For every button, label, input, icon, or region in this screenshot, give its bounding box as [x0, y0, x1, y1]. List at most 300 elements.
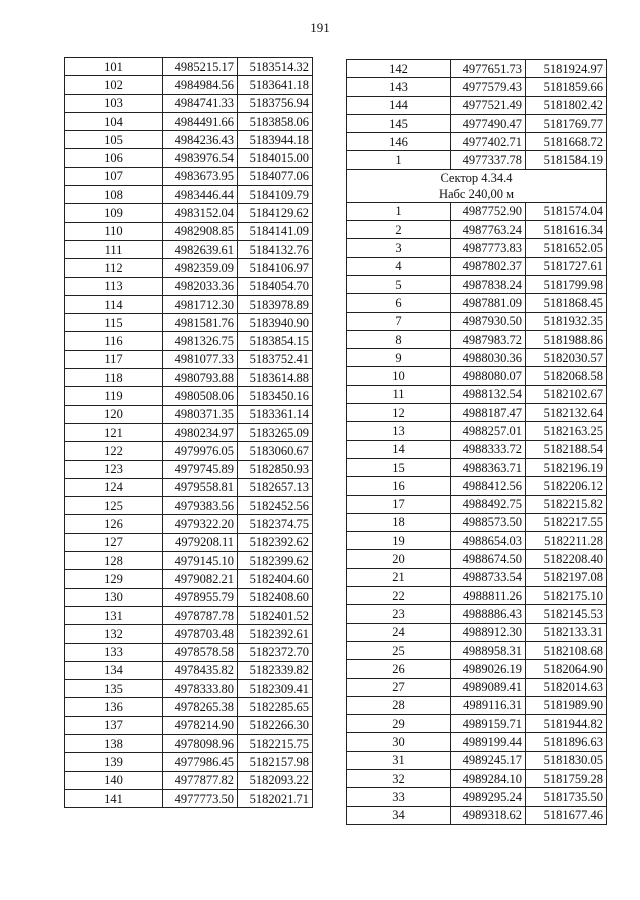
point-number: 28 — [347, 696, 451, 714]
point-number: 1 — [347, 151, 451, 169]
coordinate-y: 5183614.88 — [238, 369, 313, 387]
table-row — [347, 239, 607, 257]
coordinate-y: 5182374.75 — [238, 515, 313, 533]
sector-subtitle: Набс 240,00 м — [438, 186, 515, 201]
table-row — [347, 788, 607, 806]
coordinate-x: 4977402.71 — [451, 133, 526, 151]
coordinate-y: 5182399.62 — [238, 552, 313, 570]
coordinate-y: 5181677.46 — [526, 806, 607, 824]
point-number: 26 — [347, 660, 451, 678]
coordinate-y: 5181924.97 — [526, 60, 607, 78]
table-row — [347, 367, 607, 385]
coordinate-x: 4977490.47 — [451, 114, 526, 132]
coordinates-table-right — [346, 59, 607, 825]
table-row — [65, 442, 313, 460]
table-row — [65, 240, 313, 258]
point-number: 109 — [65, 204, 163, 222]
table-row — [347, 133, 607, 151]
coordinate-y: 5182197.08 — [526, 568, 607, 586]
table-row — [65, 680, 313, 698]
point-number: 145 — [347, 114, 451, 132]
coordinate-x: 4979322.20 — [163, 515, 238, 533]
coordinate-x: 4978098.96 — [163, 734, 238, 752]
point-number: 27 — [347, 678, 451, 696]
table-row — [347, 532, 607, 550]
coordinate-x: 4979745.89 — [163, 460, 238, 478]
table-row — [347, 769, 607, 787]
point-number: 29 — [347, 715, 451, 733]
coordinate-y: 5183514.32 — [238, 58, 313, 76]
coordinate-x: 4977579.43 — [451, 78, 526, 96]
table-row — [347, 605, 607, 623]
point-number: 33 — [347, 788, 451, 806]
coordinate-x: 4977651.73 — [451, 60, 526, 78]
coordinate-x: 4979976.05 — [163, 442, 238, 460]
coordinate-x: 4988363.71 — [451, 458, 526, 476]
coordinate-x: 4981712.30 — [163, 295, 238, 313]
point-number: 107 — [65, 167, 163, 185]
table-row — [65, 295, 313, 313]
coordinate-y: 5181988.86 — [526, 330, 607, 348]
point-number: 135 — [65, 680, 163, 698]
coordinate-x: 4983976.54 — [163, 149, 238, 167]
coordinate-y: 5183361.14 — [238, 405, 313, 423]
coordinate-y: 5182217.55 — [526, 513, 607, 531]
coordinate-y: 5184054.70 — [238, 277, 313, 295]
coordinate-x: 4988333.72 — [451, 440, 526, 458]
coordinate-y: 5184106.97 — [238, 259, 313, 277]
table-row — [347, 151, 607, 169]
coordinate-y: 5182132.64 — [526, 404, 607, 422]
point-number: 114 — [65, 295, 163, 313]
coordinate-y: 5182215.82 — [526, 495, 607, 513]
coordinate-y: 5181944.82 — [526, 715, 607, 733]
coordinate-x: 4989159.71 — [451, 715, 526, 733]
table-row — [65, 588, 313, 606]
coordinate-y: 5182145.53 — [526, 605, 607, 623]
point-number: 117 — [65, 350, 163, 368]
point-number: 2 — [347, 221, 451, 239]
point-number: 103 — [65, 94, 163, 112]
coordinate-x: 4981326.75 — [163, 332, 238, 350]
point-number: 9 — [347, 349, 451, 367]
coordinate-x: 4987983.72 — [451, 330, 526, 348]
coordinate-x: 4977773.50 — [163, 789, 238, 807]
coordinate-x: 4984236.43 — [163, 131, 238, 149]
coordinate-y: 5182657.13 — [238, 478, 313, 496]
coordinate-x: 4979208.11 — [163, 533, 238, 551]
coordinate-x: 4987881.09 — [451, 294, 526, 312]
point-number: 112 — [65, 259, 163, 277]
table-row — [347, 385, 607, 403]
point-number: 126 — [65, 515, 163, 533]
coordinate-x: 4978214.90 — [163, 716, 238, 734]
point-number: 11 — [347, 385, 451, 403]
point-number: 21 — [347, 568, 451, 586]
table-row — [347, 715, 607, 733]
coordinate-y: 5183752.41 — [238, 350, 313, 368]
point-number: 138 — [65, 734, 163, 752]
table-row — [347, 330, 607, 348]
coordinate-y: 5182064.90 — [526, 660, 607, 678]
coordinate-y: 5184141.09 — [238, 222, 313, 240]
coordinate-x: 4978435.82 — [163, 661, 238, 679]
table-row — [347, 678, 607, 696]
table-row — [347, 568, 607, 586]
table-row — [347, 806, 607, 824]
point-number: 137 — [65, 716, 163, 734]
table-row — [65, 533, 313, 551]
table-row — [347, 349, 607, 367]
point-number: 130 — [65, 588, 163, 606]
coordinate-y: 5182408.60 — [238, 588, 313, 606]
coordinate-x: 4982033.36 — [163, 277, 238, 295]
coordinate-y: 5184129.62 — [238, 204, 313, 222]
point-number: 17 — [347, 495, 451, 513]
table-row — [347, 641, 607, 659]
coordinate-y: 5181989.90 — [526, 696, 607, 714]
coordinate-y: 5181802.42 — [526, 96, 607, 114]
table-row — [347, 78, 607, 96]
point-number: 136 — [65, 698, 163, 716]
coordinate-x: 4988257.01 — [451, 422, 526, 440]
coordinate-y: 5181932.35 — [526, 312, 607, 330]
sector-title: Сектор 4.34.4 — [440, 170, 513, 185]
coordinate-y: 5181896.63 — [526, 733, 607, 751]
coordinate-x: 4977337.78 — [451, 151, 526, 169]
point-number: 129 — [65, 570, 163, 588]
table-row — [347, 696, 607, 714]
point-number: 16 — [347, 477, 451, 495]
coordinate-x: 4989026.19 — [451, 660, 526, 678]
table-row — [347, 440, 607, 458]
coordinate-y: 5183854.15 — [238, 332, 313, 350]
coordinate-x: 4981077.33 — [163, 350, 238, 368]
point-number: 23 — [347, 605, 451, 623]
coordinate-x: 4980371.35 — [163, 405, 238, 423]
coordinate-y: 5181859.66 — [526, 78, 607, 96]
point-number: 121 — [65, 423, 163, 441]
table-row — [65, 570, 313, 588]
table-row — [347, 550, 607, 568]
table-row — [347, 458, 607, 476]
coordinate-y: 5182401.52 — [238, 606, 313, 624]
point-number: 132 — [65, 625, 163, 643]
coordinate-x: 4978333.80 — [163, 680, 238, 698]
coordinate-y: 5181769.77 — [526, 114, 607, 132]
coordinate-y: 5183450.16 — [238, 387, 313, 405]
point-number: 12 — [347, 404, 451, 422]
table-row — [347, 221, 607, 239]
coordinate-x: 4988573.50 — [451, 513, 526, 531]
coordinate-x: 4981581.76 — [163, 314, 238, 332]
point-number: 104 — [65, 112, 163, 130]
coordinate-y: 5182392.62 — [238, 533, 313, 551]
point-number: 20 — [347, 550, 451, 568]
point-number: 102 — [65, 76, 163, 94]
coordinate-x: 4983673.95 — [163, 167, 238, 185]
coordinate-y: 5182157.98 — [238, 753, 313, 771]
point-number: 134 — [65, 661, 163, 679]
coordinate-y: 5182102.67 — [526, 385, 607, 403]
table-row — [347, 477, 607, 495]
point-number: 105 — [65, 131, 163, 149]
coordinates-table-left — [64, 57, 313, 808]
page-number: 191 — [310, 20, 330, 35]
coordinate-y: 5182014.63 — [526, 678, 607, 696]
point-number: 125 — [65, 497, 163, 515]
coordinate-y: 5182175.10 — [526, 587, 607, 605]
point-number: 120 — [65, 405, 163, 423]
point-number: 101 — [65, 58, 163, 76]
coordinate-y: 5182211.28 — [526, 532, 607, 550]
coordinate-y: 5183641.18 — [238, 76, 313, 94]
coordinate-y: 5182021.71 — [238, 789, 313, 807]
coordinate-x: 4982908.85 — [163, 222, 238, 240]
table-row — [347, 60, 607, 78]
coordinate-x: 4978703.48 — [163, 625, 238, 643]
coordinate-y: 5181799.98 — [526, 275, 607, 293]
point-number: 111 — [65, 240, 163, 258]
table-row — [65, 753, 313, 771]
point-number: 19 — [347, 532, 451, 550]
coordinate-y: 5181830.05 — [526, 751, 607, 769]
table-row — [65, 94, 313, 112]
coordinate-x: 4988030.36 — [451, 349, 526, 367]
coordinate-x: 4978578.58 — [163, 643, 238, 661]
table-row — [65, 716, 313, 734]
point-number: 7 — [347, 312, 451, 330]
coordinate-x: 4988132.54 — [451, 385, 526, 403]
coordinate-x: 4978955.79 — [163, 588, 238, 606]
point-number: 30 — [347, 733, 451, 751]
point-number: 8 — [347, 330, 451, 348]
table-row — [65, 204, 313, 222]
coordinate-y: 5182188.54 — [526, 440, 607, 458]
sector-header — [347, 169, 607, 202]
table-row — [347, 623, 607, 641]
coordinate-y: 5182372.70 — [238, 643, 313, 661]
point-number: 140 — [65, 771, 163, 789]
coordinate-x: 4989089.41 — [451, 678, 526, 696]
coordinate-x: 4982359.09 — [163, 259, 238, 277]
coordinate-x: 4982639.61 — [163, 240, 238, 258]
point-number: 18 — [347, 513, 451, 531]
table-row — [65, 789, 313, 807]
coordinate-x: 4987763.24 — [451, 221, 526, 239]
table-row — [65, 76, 313, 94]
point-number: 143 — [347, 78, 451, 96]
coordinate-y: 5181652.05 — [526, 239, 607, 257]
coordinate-y: 5184077.06 — [238, 167, 313, 185]
point-number: 131 — [65, 606, 163, 624]
point-number: 25 — [347, 641, 451, 659]
table-row — [65, 387, 313, 405]
table-row — [347, 96, 607, 114]
point-number: 124 — [65, 478, 163, 496]
coordinate-y: 5183756.94 — [238, 94, 313, 112]
table-row — [347, 733, 607, 751]
coordinate-y: 5184109.79 — [238, 186, 313, 204]
coordinate-y: 5182163.25 — [526, 422, 607, 440]
point-number: 123 — [65, 460, 163, 478]
point-number: 127 — [65, 533, 163, 551]
table-row — [65, 332, 313, 350]
table-row — [347, 275, 607, 293]
coordinate-y: 5183978.89 — [238, 295, 313, 313]
point-number: 142 — [347, 60, 451, 78]
table-row — [65, 625, 313, 643]
table-row — [65, 606, 313, 624]
coordinate-x: 4979383.56 — [163, 497, 238, 515]
coordinate-x: 4978787.78 — [163, 606, 238, 624]
coordinate-y: 5182339.82 — [238, 661, 313, 679]
coordinate-y: 5181868.45 — [526, 294, 607, 312]
point-number: 139 — [65, 753, 163, 771]
coordinate-y: 5184015.00 — [238, 149, 313, 167]
coordinate-x: 4978265.38 — [163, 698, 238, 716]
coordinate-y: 5182208.40 — [526, 550, 607, 568]
coordinate-x: 4983152.04 — [163, 204, 238, 222]
coordinate-x: 4979558.81 — [163, 478, 238, 496]
coordinate-y: 5182404.60 — [238, 570, 313, 588]
point-number: 10 — [347, 367, 451, 385]
coordinate-x: 4983446.44 — [163, 186, 238, 204]
coordinate-x: 4989116.31 — [451, 696, 526, 714]
table-row — [65, 186, 313, 204]
coordinate-y: 5182108.68 — [526, 641, 607, 659]
coordinate-x: 4989199.44 — [451, 733, 526, 751]
coordinate-y: 5183060.67 — [238, 442, 313, 460]
coordinate-x: 4988958.31 — [451, 641, 526, 659]
coordinate-y: 5182093.22 — [238, 771, 313, 789]
coordinate-x: 4984491.66 — [163, 112, 238, 130]
coordinate-y: 5182030.57 — [526, 349, 607, 367]
coordinate-x: 4984741.33 — [163, 94, 238, 112]
table-row — [347, 513, 607, 531]
table-row — [65, 423, 313, 441]
coordinate-y: 5181574.04 — [526, 202, 607, 220]
table-row — [65, 734, 313, 752]
coordinate-y: 5183265.09 — [238, 423, 313, 441]
table-row — [65, 149, 313, 167]
point-number: 113 — [65, 277, 163, 295]
coordinate-x: 4977521.49 — [451, 96, 526, 114]
table-row — [65, 350, 313, 368]
coordinate-x: 4989295.24 — [451, 788, 526, 806]
table-row — [65, 661, 313, 679]
coordinate-x: 4987930.50 — [451, 312, 526, 330]
table-row — [65, 369, 313, 387]
point-number: 13 — [347, 422, 451, 440]
point-number: 15 — [347, 458, 451, 476]
point-number: 3 — [347, 239, 451, 257]
table-row — [347, 495, 607, 513]
coordinate-x: 4987773.83 — [451, 239, 526, 257]
coordinate-x: 4988811.26 — [451, 587, 526, 605]
table-row — [347, 660, 607, 678]
point-number: 108 — [65, 186, 163, 204]
coordinate-y: 5182309.41 — [238, 680, 313, 698]
point-number: 32 — [347, 769, 451, 787]
coordinate-x: 4987802.37 — [451, 257, 526, 275]
coordinate-y: 5181727.61 — [526, 257, 607, 275]
table-row — [65, 222, 313, 240]
coordinate-y: 5183940.90 — [238, 314, 313, 332]
point-number: 133 — [65, 643, 163, 661]
table-row — [65, 131, 313, 149]
table-row — [65, 112, 313, 130]
table-row — [65, 277, 313, 295]
coordinate-y: 5182133.31 — [526, 623, 607, 641]
coordinate-x: 4980234.97 — [163, 423, 238, 441]
coordinate-x: 4988187.47 — [451, 404, 526, 422]
table-row — [65, 515, 313, 533]
point-number: 31 — [347, 751, 451, 769]
point-number: 14 — [347, 440, 451, 458]
table-row — [347, 404, 607, 422]
coordinate-x: 4988912.30 — [451, 623, 526, 641]
point-number: 6 — [347, 294, 451, 312]
coordinate-x: 4979145.10 — [163, 552, 238, 570]
coordinate-x: 4980508.06 — [163, 387, 238, 405]
point-number: 119 — [65, 387, 163, 405]
table-row — [347, 751, 607, 769]
coordinate-x: 4987752.90 — [451, 202, 526, 220]
table-row — [347, 202, 607, 220]
coordinate-y: 5182285.65 — [238, 698, 313, 716]
table-row — [347, 257, 607, 275]
point-number: 1 — [347, 202, 451, 220]
coordinate-x: 4988080.07 — [451, 367, 526, 385]
table-row — [65, 698, 313, 716]
table-row — [65, 259, 313, 277]
coordinate-x: 4985215.17 — [163, 58, 238, 76]
coordinate-y: 5183858.06 — [238, 112, 313, 130]
coordinate-x: 4977877.82 — [163, 771, 238, 789]
table-row — [65, 771, 313, 789]
table-row — [347, 587, 607, 605]
coordinate-x: 4980793.88 — [163, 369, 238, 387]
coordinate-y: 5181616.34 — [526, 221, 607, 239]
table-row — [65, 58, 313, 76]
point-number: 118 — [65, 369, 163, 387]
coordinate-y: 5183944.18 — [238, 131, 313, 149]
coordinate-x: 4989245.17 — [451, 751, 526, 769]
point-number: 22 — [347, 587, 451, 605]
coordinate-x: 4988492.75 — [451, 495, 526, 513]
coordinate-x: 4988412.56 — [451, 477, 526, 495]
point-number: 34 — [347, 806, 451, 824]
coordinate-y: 5181735.50 — [526, 788, 607, 806]
coordinate-y: 5182215.75 — [238, 734, 313, 752]
point-number: 24 — [347, 623, 451, 641]
point-number: 141 — [65, 789, 163, 807]
coordinate-x: 4988733.54 — [451, 568, 526, 586]
table-row — [65, 497, 313, 515]
coordinate-x: 4988674.50 — [451, 550, 526, 568]
table-row — [65, 552, 313, 570]
table-row — [65, 643, 313, 661]
coordinate-x: 4977986.45 — [163, 753, 238, 771]
table-row — [347, 114, 607, 132]
coordinate-y: 5182206.12 — [526, 477, 607, 495]
table-row — [347, 312, 607, 330]
coordinate-x: 4984984.56 — [163, 76, 238, 94]
table-row — [65, 314, 313, 332]
point-number: 146 — [347, 133, 451, 151]
point-number: 122 — [65, 442, 163, 460]
